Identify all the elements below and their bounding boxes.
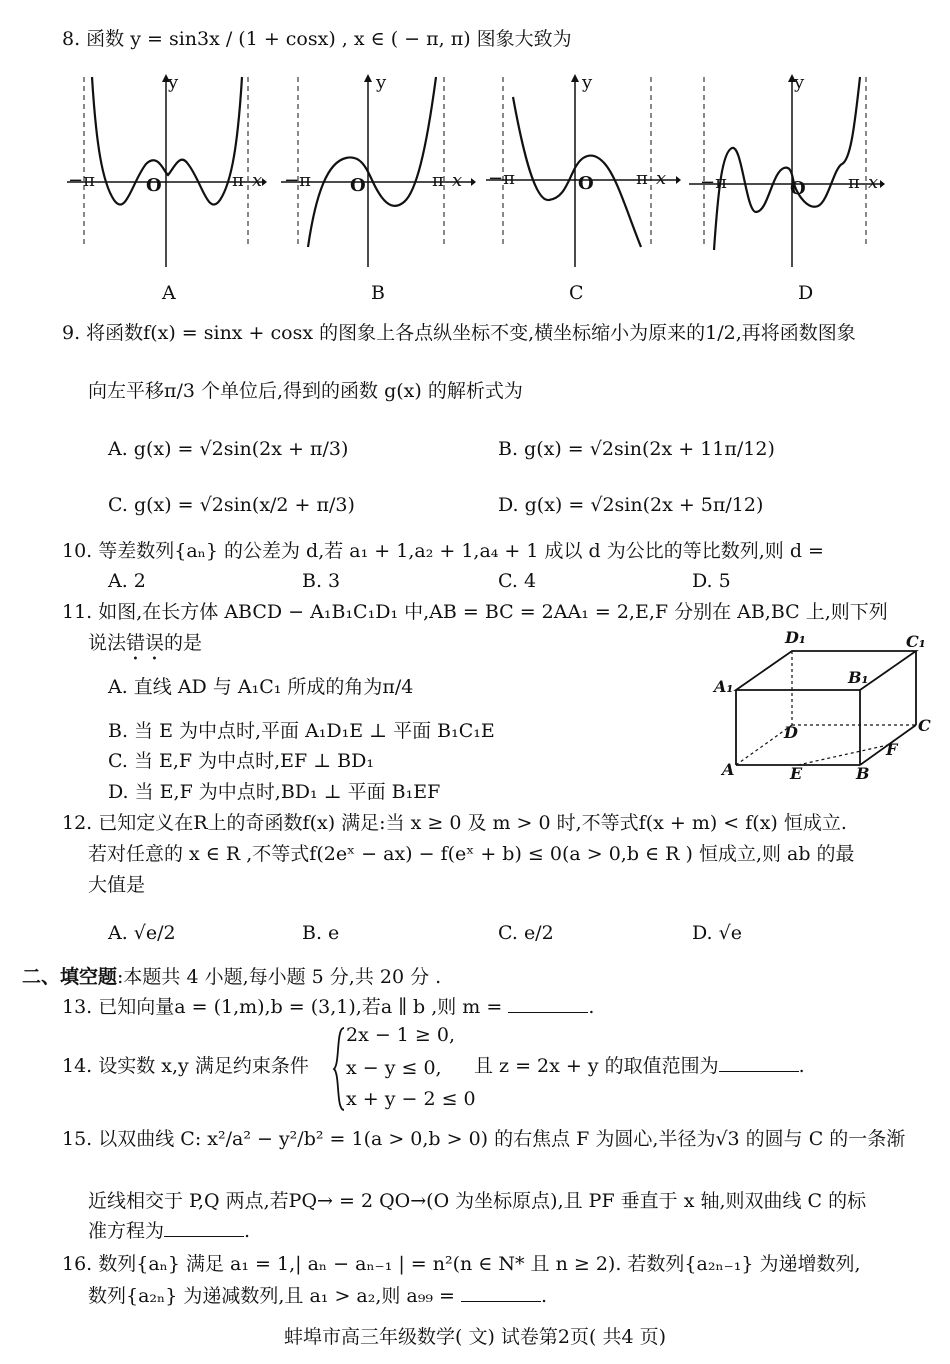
cube-label-d: D	[784, 723, 798, 742]
q16-line1: 16. 数列{aₙ} 满足 a₁ = 1,| aₙ − aₙ₋₁ | = n²(n ∈ N* 且 n ≥ 2). 若数列{a₂ₙ₋₁} 为递增数列,	[62, 1253, 861, 1275]
q12-option-b: B. e	[302, 922, 340, 944]
q14-pre: 14. 设实数 x,y 满足约束条件	[62, 1055, 309, 1077]
q15-line2: 近线相交于 P,Q 两点,若PQ→ = 2 QO→(O 为坐标原点),且 PF 垂直于 x 轴,则双曲线 C 的标	[88, 1190, 867, 1212]
q9-option-b: B. g(x) = √2sin(2x + 11π/12)	[498, 438, 775, 460]
cube-label-c: C	[918, 716, 931, 735]
q11-option-c: C. 当 E,F 为中点时,EF ⊥ BD₁	[108, 750, 374, 772]
cube-label-b: B	[856, 764, 870, 783]
q11-option-b: B. 当 E 为中点时,平面 A₁D₁E ⊥ 平面 B₁C₁E	[108, 720, 495, 742]
section2-header: 二、填空题:本题共 4 小题,每小题 5 分,共 20 分 .	[22, 966, 442, 988]
graph-c-pi: π	[636, 168, 648, 189]
q12-option-a: A. √e/2	[108, 922, 176, 944]
graph-label-b: B	[371, 282, 385, 304]
q12-option-d: D. √e	[692, 922, 742, 944]
graph-a-y-label: y	[168, 72, 179, 93]
cube-label-f: F	[886, 740, 898, 759]
graph-b-pi: π	[432, 170, 444, 191]
graph-d-neg-pi: −π	[700, 172, 727, 193]
q12-line1: 12. 已知定义在R上的奇函数f(x) 满足:当 x ≥ 0 及 m > 0 时,不等式f(x + m) < f(x) 恒成立.	[62, 812, 847, 834]
q14-constraint-2: x − y ≤ 0,	[346, 1057, 442, 1079]
graph-b-neg-pi: −π	[284, 170, 311, 191]
graph-label-c: C	[569, 282, 584, 304]
graph-a-origin: O	[146, 175, 162, 196]
q12-line3: 大值是	[88, 874, 146, 896]
cube-label-c1: C₁	[906, 632, 926, 651]
graph-d-pi: π	[848, 172, 860, 193]
graph-a-neg-pi: −π	[68, 170, 95, 191]
graph-a-x-label: x	[252, 170, 263, 191]
cube-label-a: A	[722, 760, 735, 779]
graph-c-y-label: y	[582, 72, 593, 93]
q11-line2: 说法错误的是	[88, 632, 203, 654]
q9-option-a: A. g(x) = √2sin(2x + π/3)	[108, 438, 349, 460]
q12-option-c: C. e/2	[498, 922, 554, 944]
q9-line1: 9. 将函数f(x) = sinx + cosx 的图象上各点纵坐标不变,横坐标缩小为原来的1/2,再将函数图象	[62, 322, 856, 344]
q14-constraint-3: x + y − 2 ≤ 0	[346, 1088, 476, 1110]
graph-d-y-label: y	[794, 72, 805, 93]
graph-b-y-label: y	[376, 72, 387, 93]
cube-label-b1: B₁	[848, 668, 869, 687]
graph-a-pi: π	[232, 170, 244, 191]
cube-label-e: E	[790, 764, 803, 783]
q14-brace	[332, 1026, 346, 1112]
graph-b-origin: O	[350, 175, 366, 196]
q10-stem: 10. 等差数列{aₙ} 的公差为 d,若 a₁ + 1,a₂ + 1,a₄ + 1 成以 d 为公比的等比数列,则 d =	[62, 540, 824, 562]
q10-option-d: D. 5	[692, 570, 731, 592]
q13-stem: 13. 已知向量a = (1,m),b = (3,1),若a ∥ b ,则 m = .	[62, 996, 595, 1018]
page-footer: 蚌埠市高三年级数学( 文) 试卷第2页( 共4 页)	[284, 1326, 666, 1348]
cuboid-figure	[700, 625, 940, 785]
q8-stem: 8. 函数 y = sin3x / (1 + cosx) , x ∈ ( − π, π) 图象大致为	[62, 28, 572, 50]
q12-line2: 若对任意的 x ∈ R ,不等式f(2eˣ − ax) − f(eˣ + b) ≤ 0(a > 0,b ∈ R ) 恒成立,则 ab 的最	[88, 843, 855, 865]
q10-option-a: A. 2	[108, 570, 146, 592]
q14-constraint-1: 2x − 1 ≥ 0,	[346, 1024, 456, 1046]
q9-option-d: D. g(x) = √2sin(2x + 5π/12)	[498, 494, 764, 516]
q14-post: 且 z = 2x + y 的取值范围为 .	[474, 1055, 805, 1077]
graph-c-neg-pi: −π	[488, 168, 515, 189]
q9-option-c: C. g(x) = √2sin(x/2 + π/3)	[108, 494, 355, 516]
q11-option-d: D. 当 E,F 为中点时,BD₁ ⊥ 平面 B₁EF	[108, 781, 441, 803]
graph-d-x-label: x	[868, 172, 879, 193]
graph-c-x-label: x	[656, 168, 667, 189]
q15-line3: 准方程为 .	[88, 1220, 251, 1242]
cube-label-d1: D₁	[785, 628, 806, 647]
graph-d-origin: O	[790, 178, 806, 199]
graph-label-a: A	[162, 282, 176, 304]
cube-label-a1: A₁	[714, 677, 734, 696]
graph-b-x-label: x	[452, 170, 463, 191]
graph-label-d: D	[798, 282, 814, 304]
q9-line2: 向左平移π/3 个单位后,得到的函数 g(x) 的解析式为	[88, 380, 523, 402]
q15-line1: 15. 以双曲线 C: x²/a² − y²/b² = 1(a > 0,b > 0) 的右焦点 F 为圆心,半径为√3 的圆与 C 的一条渐	[62, 1128, 906, 1150]
q16-line2: 数列{a₂ₙ} 为递减数列,且 a₁ > a₂,则 a₉₉ = .	[88, 1285, 548, 1307]
q10-option-b: B. 3	[302, 570, 341, 592]
q10-option-c: C. 4	[498, 570, 537, 592]
q11-option-a: A. 直线 AD 与 A₁C₁ 所成的角为π/4	[108, 676, 414, 698]
q11-line1: 11. 如图,在长方体 ABCD − A₁B₁C₁D₁ 中,AB = BC = 2AA₁ = 2,E,F 分别在 AB,BC 上,则下列	[62, 601, 888, 623]
graph-c-origin: O	[578, 173, 594, 194]
